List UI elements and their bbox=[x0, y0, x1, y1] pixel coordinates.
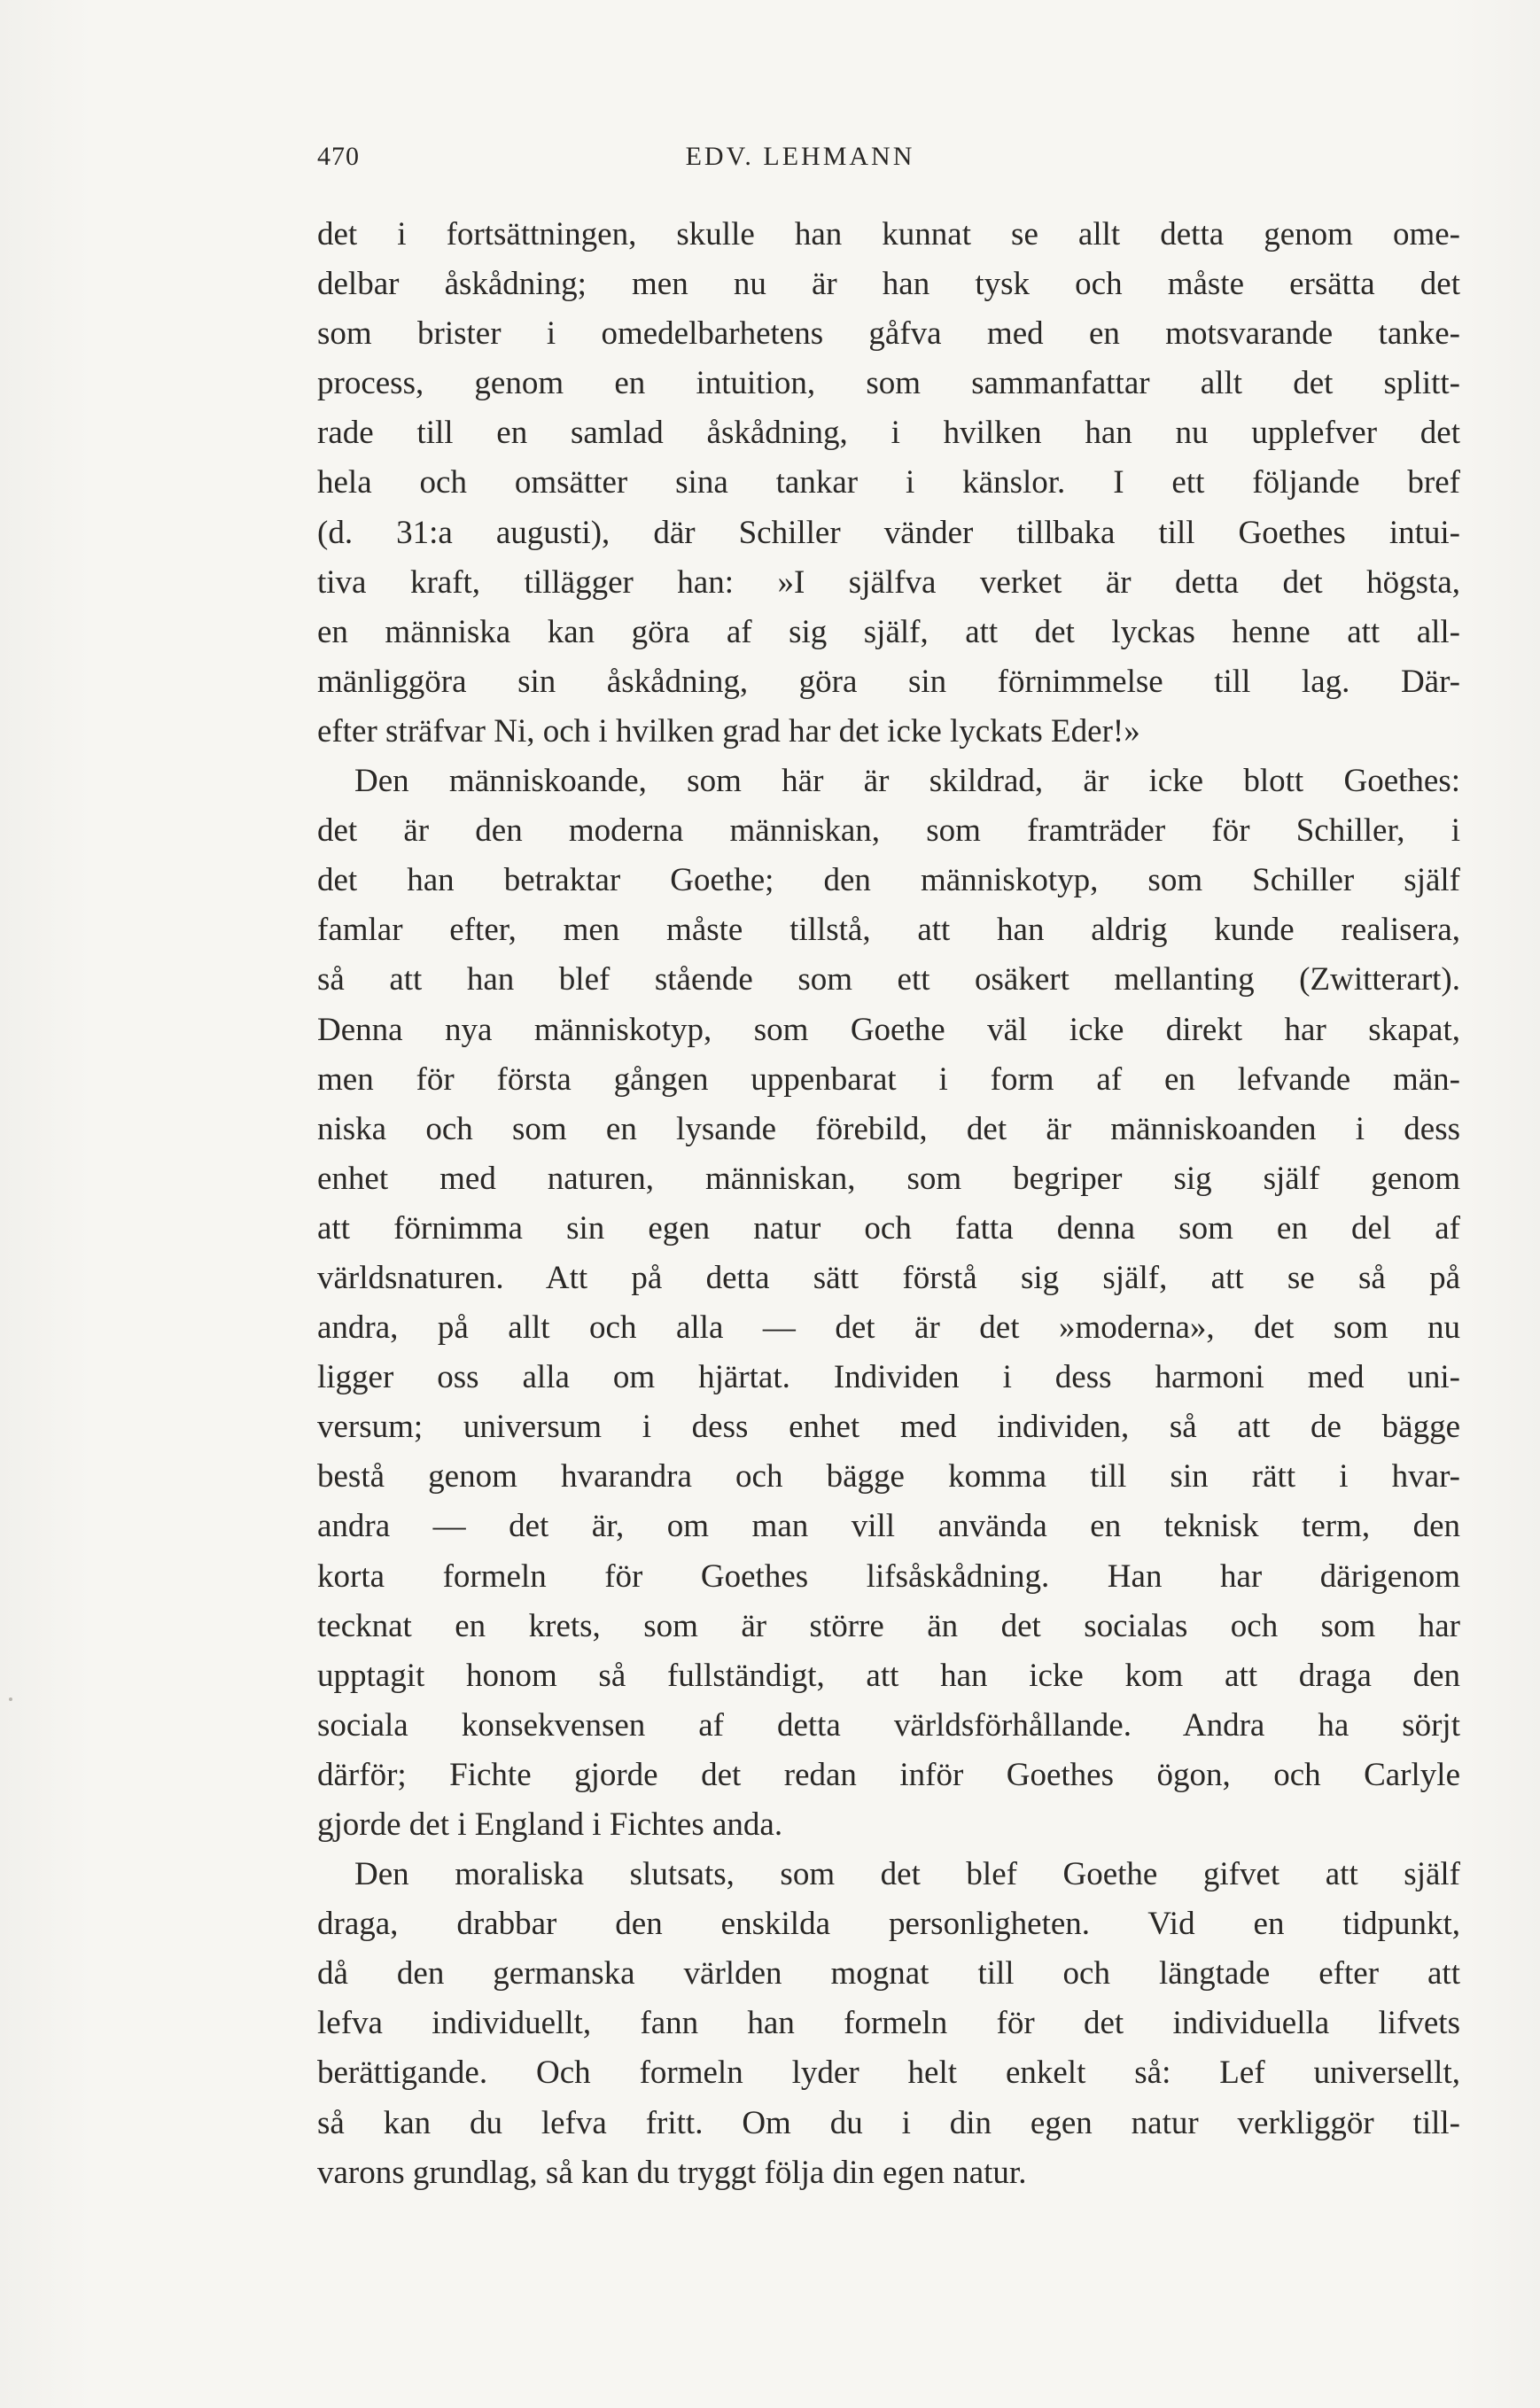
text-line: då den germanska världen mognat till och längtade efter att bbox=[317, 1955, 1460, 1992]
text-line: det i fortsättningen, skulle han kunnat se allt detta genom ome- bbox=[317, 216, 1460, 252]
text-line: andra, på allt och alla — det är det »moderna», det som nu bbox=[317, 1309, 1460, 1347]
running-head-title: EDV. LEHMANN bbox=[685, 142, 915, 171]
text-line: att förnimma sin egen natur och fatta denna som en del af bbox=[317, 1209, 1460, 1247]
running-head bbox=[317, 142, 1283, 181]
text-line: världsnaturen. Att på detta sätt förstå sig själf, att se så på bbox=[317, 1259, 1460, 1296]
margin-speck bbox=[9, 1697, 12, 1701]
body-text bbox=[317, 210, 1460, 2198]
text-line: därför; Fichte gjorde det redan inför Goethes ögon, och Carlyle bbox=[317, 1756, 1460, 1793]
text-line: hela och omsätter sina tankar i känslor. I ett följande bref bbox=[317, 464, 1460, 501]
text-line: som brister i omedelbarhetens gåfva med en motsvarande tanke- bbox=[317, 315, 1460, 353]
text-line: (d. 31:a augusti), där Schiller vänder tillbaka till Goethes intui- bbox=[317, 514, 1460, 551]
paragraph-2 bbox=[317, 757, 1460, 1850]
text-line: rade till en samlad åskådning, i hvilken han nu upplefver det bbox=[317, 415, 1460, 452]
text-line: så att han blef stående som ett osäkert mellanting (Zwitterart). bbox=[317, 961, 1460, 998]
text-line: andra — det är, om man vill använda en teknisk term, den bbox=[317, 1508, 1460, 1545]
text-line: gjorde det i England i Fichtes anda. bbox=[317, 1806, 783, 1843]
text-line: berättigande. Och formeln lyder helt enkelt så: Lef universellt, bbox=[317, 2055, 1460, 2092]
text-line: det är den moderna människan, som framträder för Schiller, i bbox=[317, 812, 1460, 850]
text-line: bestå genom hvarandra och bägge komma till sin rätt i hvar- bbox=[317, 1458, 1460, 1495]
text-line: lefva individuellt, fann han formeln för det individuella lifvets bbox=[317, 2005, 1460, 2042]
text-line: famlar efter, men måste tillstå, att han aldrig kunde realisera, bbox=[317, 912, 1460, 949]
text-line: men för första gången uppenbarat i form af en lefvande män- bbox=[317, 1060, 1460, 1098]
text-line: en människa kan göra af sig själf, att det lyckas henne att all- bbox=[317, 613, 1460, 650]
text-line: varons grundlag, så kan du tryggt följa din egen natur. bbox=[317, 2154, 1027, 2191]
text-line: tecknat en krets, som är större än det socialas och som har bbox=[317, 1607, 1460, 1644]
text-line: korta formeln för Goethes lifsåskådning. Han har därigenom bbox=[317, 1557, 1460, 1595]
paragraph-3 bbox=[317, 1850, 1460, 2198]
text-line: sociala konsekvensen af detta världsförhållande. Andra ha sörjt bbox=[317, 1706, 1460, 1744]
text-line: niska och som en lysande förebild, det är människoanden i dess bbox=[317, 1110, 1460, 1147]
text-line: versum; universum i dess enhet med individen, så att de bägge bbox=[317, 1409, 1460, 1446]
text-line: så kan du lefva fritt. Om du i din egen natur verkliggör till- bbox=[317, 2104, 1460, 2141]
text-line: efter sträfvar Ni, och i hvilken grad har det icke lyckats Eder!» bbox=[317, 712, 1140, 750]
text-line: draga, drabbar den enskilda personligheten. Vid en tidpunkt, bbox=[317, 1906, 1460, 1943]
text-line: enhet med naturen, människan, som begriper sig själf genom bbox=[317, 1160, 1460, 1197]
text-line: process, genom en intuition, som sammanfattar allt det splitt- bbox=[317, 365, 1460, 402]
text-line: Den moraliska slutsats, som det blef Goethe gifvet att själf bbox=[354, 1856, 1460, 1893]
text-line: Den människoande, som här är skildrad, är icke blott Goethes: bbox=[354, 763, 1460, 800]
text-line: delbar åskådning; men nu är han tysk och måste ersätta det bbox=[317, 266, 1460, 303]
text-line: tiva kraft, tillägger han: »I själfva verket är detta det högsta, bbox=[317, 563, 1460, 601]
text-line: Denna nya människotyp, som Goethe väl icke direkt har skapat, bbox=[317, 1011, 1460, 1048]
text-line: det han betraktar Goethe; den människotyp, som Schiller själf bbox=[317, 862, 1460, 899]
text-line: mänliggöra sin åskådning, göra sin förnimmelse till lag. Där- bbox=[317, 663, 1460, 700]
text-line: ligger oss alla om hjärtat. Individen i dess harmoni med uni- bbox=[317, 1359, 1460, 1396]
text-line: upptagit honom så fullständigt, att han icke kom att draga den bbox=[317, 1657, 1460, 1694]
page-number: 470 bbox=[317, 142, 360, 171]
paragraph-1 bbox=[317, 210, 1460, 757]
